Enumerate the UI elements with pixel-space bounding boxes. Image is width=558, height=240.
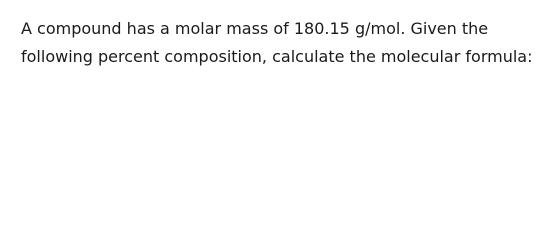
- question-text: A compound has a molar mass of 180.15 g/mol. Given the following percent composition, calculate the molecular formula:: [21, 19, 533, 66]
